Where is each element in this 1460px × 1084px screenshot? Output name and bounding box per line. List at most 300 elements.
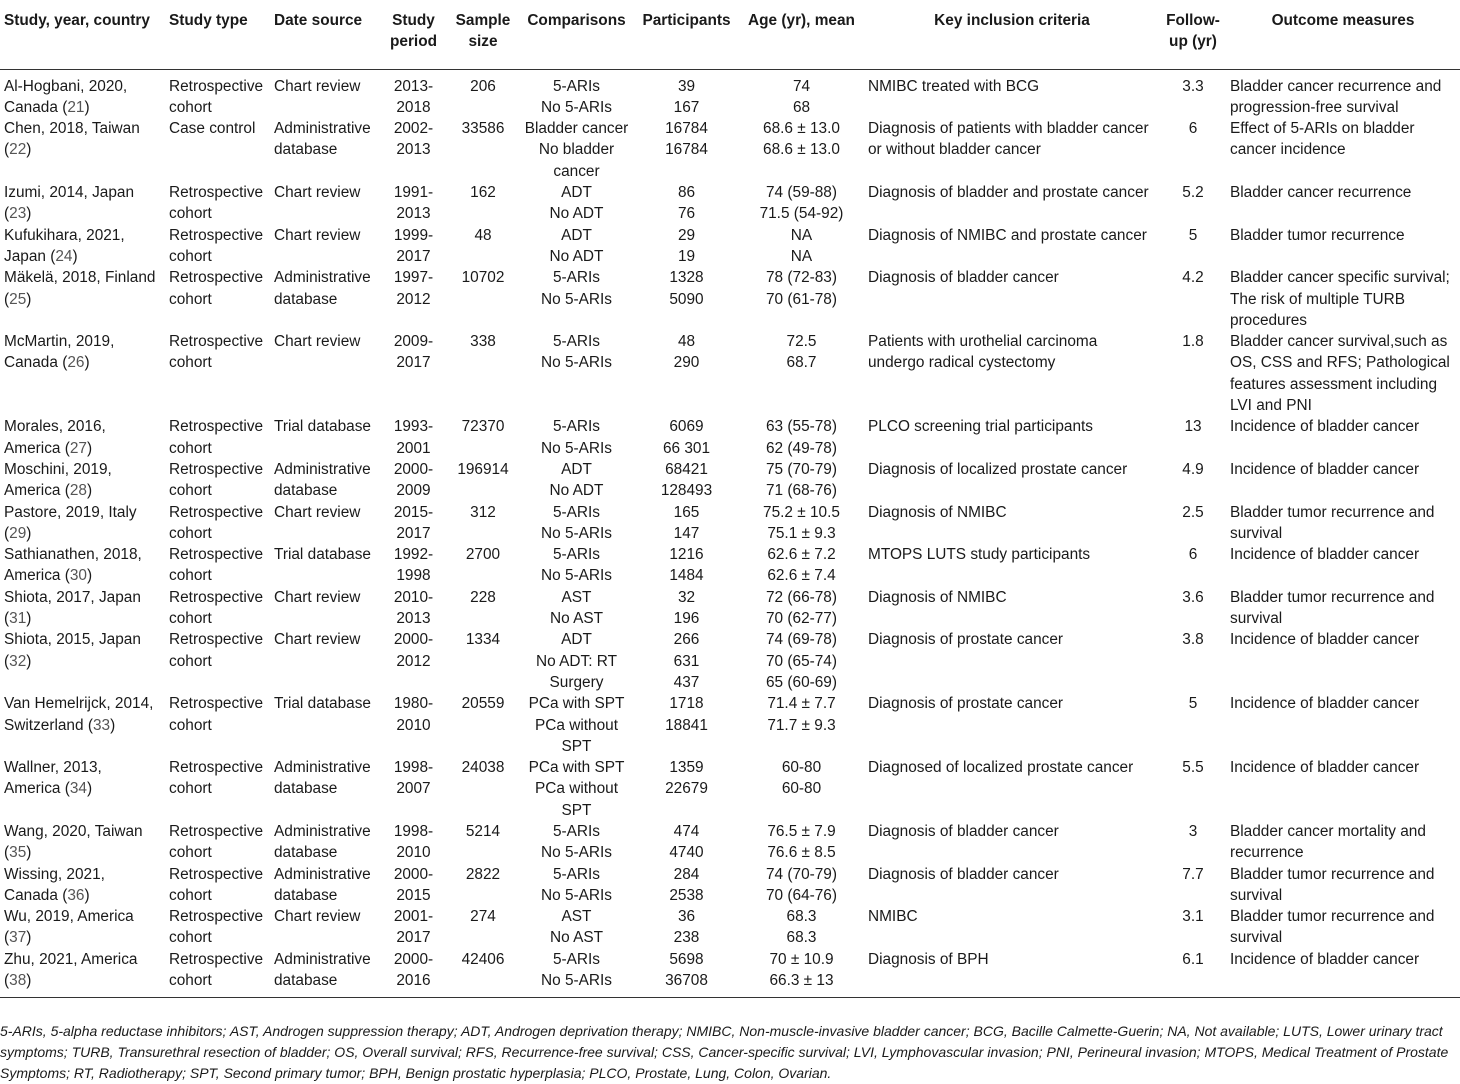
comparison-group: No 5-ARIs — [541, 290, 612, 308]
study-type-cell: Retrospective cohort — [169, 908, 264, 947]
comparison-group: ADT — [561, 631, 592, 649]
age-value: 72.5 — [786, 333, 817, 351]
age-value: 62 (49-78) — [765, 439, 837, 457]
header-period: Study period — [380, 0, 447, 69]
age-value: 71 (68-76) — [765, 482, 837, 500]
reference-link: 22 — [9, 141, 27, 159]
participants-cell — [634, 629, 739, 693]
followup-cell: 6 — [1188, 120, 1198, 138]
age-cell — [739, 587, 864, 630]
participant-count: 1359 — [669, 759, 704, 777]
outcome-cell: Incidence of bladder cancer — [1230, 759, 1420, 777]
comparison-group: 5-ARIs — [552, 333, 601, 351]
comparison-group: PCa without SPT — [535, 716, 618, 755]
study-name: Pastore, 2019, Italy — [4, 503, 137, 521]
study-name: Al-Hogbani, 2020, Canada — [4, 77, 128, 116]
comparison-group: 5-ARIs — [552, 418, 601, 436]
header-participants: Participants — [634, 0, 739, 69]
date-source-cell: Trial database — [274, 695, 371, 713]
study-cell: Wu, 2019, America (37) — [4, 908, 134, 947]
header-outcome: Outcome measures — [1226, 0, 1460, 69]
sample-size-cell: 20559 — [461, 695, 505, 713]
study-period-cell: 2013-2018 — [393, 77, 434, 116]
study-period-cell: 2002-2013 — [393, 120, 434, 159]
table-row — [0, 949, 1460, 998]
age-value: 74 (70-79) — [765, 865, 837, 883]
comparison-group: No AST — [549, 929, 604, 947]
participant-count: 22679 — [665, 780, 708, 798]
comparison-group: No 5-ARIs — [541, 972, 612, 990]
age-value: 76.5 ± 7.9 — [767, 822, 836, 840]
date-source-cell: Administrative database — [274, 460, 371, 500]
reference-link: 38 — [9, 972, 27, 990]
outcome-cell: Incidence of bladder cancer — [1230, 460, 1420, 478]
study-period-cell: 2009-2017 — [393, 333, 434, 372]
age-cell — [739, 69, 864, 118]
comparison-group: No 5-ARIs — [541, 98, 612, 116]
study-period-cell: 2010-2013 — [393, 588, 434, 628]
comparisons-cell — [519, 331, 634, 416]
sample-size-cell: 10702 — [461, 269, 505, 287]
study-cell: Al-Hogbani, 2020, Canada (21) — [4, 77, 128, 116]
reference-link: 29 — [9, 524, 27, 542]
comparisons-cell — [519, 118, 634, 182]
study-period-cell: 2000-2009 — [393, 460, 434, 500]
study-cell: Izumi, 2014, Japan (23) — [4, 184, 135, 223]
reference-link: 28 — [69, 482, 87, 500]
participants-cell — [634, 544, 739, 587]
study-period-cell: 1991-2013 — [393, 184, 434, 223]
study-cell: Van Hemelrijck, 2014, Switzerland (33) — [4, 695, 154, 734]
age-value: 70 (61-78) — [765, 290, 837, 308]
study-type-cell: Retrospective cohort — [169, 503, 264, 542]
participants-cell — [634, 693, 739, 757]
participant-count: 29 — [677, 226, 696, 244]
sample-size-cell: 274 — [470, 908, 496, 926]
study-period-cell: 2000-2012 — [393, 631, 434, 670]
comparison-group: 5-ARIs — [552, 822, 601, 840]
study-name: Wissing, 2021, Canada — [4, 865, 105, 904]
table-body — [0, 69, 1460, 998]
comparisons-cell — [519, 69, 634, 118]
study-period-cell: 1997-2012 — [393, 269, 434, 308]
comparison-group: ADT — [561, 184, 592, 202]
participant-count: 16784 — [665, 141, 708, 159]
table-row — [0, 69, 1460, 118]
followup-cell: 3.8 — [1182, 631, 1204, 649]
criteria-cell: Diagnosis of bladder and prostate cancer — [868, 184, 1149, 202]
header-type: Study type — [165, 0, 270, 69]
study-cell: Pastore, 2019, Italy (29) — [4, 503, 137, 542]
participants-cell — [634, 757, 739, 821]
study-cell: Sathianathen, 2018, America (30) — [4, 546, 142, 585]
study-type-cell: Retrospective cohort — [169, 588, 264, 628]
criteria-cell: Diagnosis of prostate cancer — [868, 631, 1064, 649]
age-cell — [739, 629, 864, 693]
comparison-group: 5-ARIs — [552, 950, 601, 968]
participants-cell — [634, 267, 739, 331]
study-name: Morales, 2016, America — [4, 418, 106, 457]
study-cell: Mäkelä, 2018, Finland (25) — [4, 269, 156, 308]
comparison-group: PCa without SPT — [535, 780, 618, 819]
table-row — [0, 459, 1460, 502]
comparisons-cell — [519, 416, 634, 459]
study-period-cell: 1999-2017 — [393, 226, 434, 265]
age-value: 68.7 — [786, 354, 817, 372]
study-name: Chen, 2018, Taiwan — [4, 120, 140, 138]
table-row — [0, 267, 1460, 331]
participant-count: 238 — [673, 929, 700, 947]
table-row — [0, 118, 1460, 182]
study-name: Sathianathen, 2018, America — [4, 546, 142, 585]
study-name: Van Hemelrijck, 2014, Switzerland — [4, 695, 154, 734]
table-row — [0, 225, 1460, 268]
comparison-group: No 5-ARIs — [541, 354, 612, 372]
sample-size-cell: 312 — [470, 503, 496, 521]
participant-count: 631 — [673, 652, 700, 670]
reference-link: 34 — [69, 780, 87, 798]
followup-cell: 1.8 — [1182, 333, 1204, 351]
date-source-cell: Administrative database — [274, 269, 371, 308]
age-value: 68.3 — [786, 908, 817, 926]
comparison-group: 5-ARIs — [552, 77, 601, 95]
criteria-cell: PLCO screening trial participants — [868, 418, 1093, 436]
age-value: 62.6 ± 7.2 — [767, 546, 836, 564]
age-value: 70 (62-77) — [765, 610, 837, 628]
criteria-cell: Diagnosis of patients with bladder cancer or without bladder cancer — [868, 120, 1149, 159]
date-source-cell: Administrative database — [274, 950, 371, 990]
reference-link: 24 — [55, 247, 73, 265]
outcome-cell: Effect of 5-ARIs on bladder cancer incidence — [1230, 120, 1415, 159]
sample-size-cell: 48 — [474, 226, 492, 244]
participant-count: 5090 — [669, 290, 704, 308]
study-cell: Zhu, 2021, America (38) — [4, 950, 138, 990]
sample-size-cell: 228 — [470, 588, 496, 606]
followup-cell: 3.3 — [1182, 77, 1204, 95]
followup-cell: 5 — [1188, 695, 1198, 713]
header-followup: Follow-up (yr) — [1160, 0, 1226, 69]
study-period-cell: 1993-2001 — [393, 418, 434, 457]
followup-cell: 2.5 — [1182, 503, 1204, 521]
criteria-cell: Diagnosis of NMIBC and prostate cancer — [868, 226, 1147, 244]
study-type-cell: Retrospective cohort — [169, 865, 264, 904]
participant-count: 1328 — [669, 269, 704, 287]
age-value: 70 (64-76) — [765, 886, 837, 904]
participants-cell — [634, 587, 739, 630]
age-value: 74 (69-78) — [765, 631, 837, 649]
date-source-cell: Administrative database — [274, 120, 371, 159]
study-cell: Wallner, 2013, America (34) — [4, 759, 102, 798]
study-period-cell: 2000-2015 — [393, 865, 434, 904]
age-cell — [739, 906, 864, 949]
comparison-group: No 5-ARIs — [541, 567, 612, 585]
comparison-group: No bladder cancer — [538, 141, 615, 180]
criteria-cell: NMIBC treated with BCG — [868, 77, 1040, 95]
age-value: 76.6 ± 8.5 — [767, 844, 836, 862]
age-value: 75 (70-79) — [765, 460, 837, 478]
sample-size-cell: 72370 — [461, 418, 505, 436]
criteria-cell: Diagnosis of prostate cancer — [868, 695, 1064, 713]
age-value: 74 — [792, 77, 811, 95]
reference-link: 33 — [92, 716, 111, 734]
table-row — [0, 821, 1460, 864]
age-cell — [739, 693, 864, 757]
reference-link: 31 — [9, 610, 27, 628]
outcome-cell: Incidence of bladder cancer — [1230, 695, 1420, 713]
comparisons-cell — [519, 182, 634, 225]
age-cell — [739, 225, 864, 268]
table-row — [0, 331, 1460, 416]
participant-count: 86 — [677, 184, 696, 202]
participant-count: 18841 — [665, 716, 708, 734]
table-row — [0, 864, 1460, 907]
sample-size-cell: 42406 — [461, 950, 505, 968]
comparison-group: No ADT — [549, 247, 604, 265]
participant-count: 36 — [677, 908, 696, 926]
comparison-group: 5-ARIs — [552, 865, 601, 883]
age-value: 68.6 ± 13.0 — [763, 141, 840, 159]
comparison-group: No 5-ARIs — [541, 844, 612, 862]
participant-count: 167 — [673, 98, 700, 116]
age-cell — [739, 416, 864, 459]
participants-cell — [634, 502, 739, 545]
criteria-cell: Diagnosis of BPH — [868, 950, 989, 968]
table-row — [0, 693, 1460, 757]
participant-count: 39 — [677, 77, 696, 95]
participant-count: 48 — [677, 333, 696, 351]
reference-link: 32 — [9, 652, 27, 670]
study-cell: McMartin, 2019, Canada (26) — [4, 333, 115, 372]
comparison-group: No 5-ARIs — [541, 524, 612, 542]
participant-count: 5698 — [669, 950, 704, 968]
criteria-cell: Diagnosis of NMIBC — [868, 588, 1007, 606]
criteria-cell: NMIBC — [868, 908, 918, 926]
date-source-cell: Administrative database — [274, 865, 371, 904]
reference-link: 27 — [69, 439, 87, 457]
comparison-group: No 5-ARIs — [541, 439, 612, 457]
age-value: 70 (65-74) — [765, 652, 837, 670]
participant-count: 2538 — [669, 886, 704, 904]
header-sample: Sample size — [447, 0, 519, 69]
age-value: 60-80 — [781, 780, 822, 798]
sample-size-cell: 33586 — [461, 120, 505, 138]
study-type-cell: Retrospective cohort — [169, 77, 264, 116]
participant-count: 66 301 — [662, 439, 711, 457]
outcome-cell: Bladder cancer recurrence — [1230, 184, 1412, 202]
comparison-group: 5-ARIs — [552, 503, 601, 521]
sample-size-cell: 2700 — [465, 546, 501, 564]
comparisons-cell — [519, 906, 634, 949]
comparison-group: AST — [561, 908, 592, 926]
study-name: Moschini, 2019, America — [4, 460, 112, 500]
participants-cell — [634, 118, 739, 182]
sample-size-cell: 1334 — [465, 631, 501, 649]
age-value: 71.7 ± 9.3 — [767, 716, 836, 734]
sample-size-cell: 5214 — [465, 822, 501, 840]
comparisons-cell — [519, 693, 634, 757]
reference-link: 36 — [67, 886, 85, 904]
followup-cell: 7.7 — [1182, 865, 1204, 883]
outcome-cell: Bladder tumor recurrence and survival — [1230, 503, 1435, 542]
header-age: Age (yr), mean — [739, 0, 864, 69]
age-cell — [739, 267, 864, 331]
study-period-cell: 2015-2017 — [393, 503, 434, 542]
sample-size-cell: 338 — [470, 333, 496, 351]
participant-count: 1216 — [669, 546, 704, 564]
participants-cell — [634, 949, 739, 998]
comparisons-cell — [519, 821, 634, 864]
participant-count: 147 — [673, 524, 700, 542]
study-period-cell: 2001-2017 — [393, 908, 434, 947]
comparison-group: No ADT: RT — [536, 652, 617, 670]
age-cell — [739, 864, 864, 907]
age-value: 68.6 ± 13.0 — [763, 120, 840, 138]
criteria-cell: MTOPS LUTS study participants — [868, 546, 1091, 564]
comparisons-cell — [519, 587, 634, 630]
sample-size-cell: 162 — [470, 184, 496, 202]
age-value: 75.1 ± 9.3 — [767, 524, 836, 542]
reference-link: 37 — [9, 929, 27, 947]
header-criteria: Key inclusion criteria — [864, 0, 1160, 69]
header-study: Study, year, country — [0, 0, 165, 69]
date-source-cell: Chart review — [274, 226, 361, 244]
followup-cell: 4.9 — [1182, 460, 1204, 478]
age-value: 71.4 ± 7.7 — [767, 695, 836, 713]
comparison-group: PCa with SPT — [528, 695, 625, 713]
comparison-group: PCa with SPT — [528, 759, 625, 777]
study-name: Wu, 2019, America — [4, 908, 134, 926]
study-name: Izumi, 2014, Japan — [4, 184, 135, 202]
outcome-cell: Bladder tumor recurrence and survival — [1230, 588, 1435, 628]
study-type-cell: Retrospective cohort — [169, 546, 264, 585]
study-name: Shiota, 2017, Japan — [4, 588, 141, 606]
study-period-cell: 1998-2010 — [393, 822, 434, 862]
comparison-group: No 5-ARIs — [541, 886, 612, 904]
study-name: McMartin, 2019, Canada — [4, 333, 115, 372]
followup-cell: 3 — [1188, 822, 1198, 840]
criteria-cell: Diagnosed of localized prostate cancer — [868, 759, 1134, 777]
comparisons-cell — [519, 629, 634, 693]
age-value: 68.3 — [786, 929, 817, 947]
age-value: 63 (55-78) — [765, 418, 837, 436]
study-name: Wang, 2020, Taiwan — [4, 822, 143, 840]
header-comparisons: Comparisons — [519, 0, 634, 69]
header-row — [0, 0, 1460, 69]
study-cell: Morales, 2016, America (27) — [4, 418, 106, 457]
comparisons-cell — [519, 864, 634, 907]
age-value: NA — [790, 226, 813, 244]
outcome-cell: Bladder cancer specific survival; The risk of multiple TURB procedures — [1230, 269, 1450, 329]
participant-count: 266 — [673, 631, 700, 649]
study-cell: Shiota, 2015, Japan (32) — [4, 631, 141, 670]
participant-count: 16784 — [665, 120, 708, 138]
date-source-cell: Chart review — [274, 588, 361, 606]
reference-link: 35 — [9, 844, 27, 862]
comparison-group: No ADT — [549, 205, 604, 223]
comparisons-cell — [519, 949, 634, 998]
table-row — [0, 757, 1460, 821]
participants-cell — [634, 864, 739, 907]
age-value: 74 (59-88) — [765, 184, 837, 202]
header-source: Date source — [270, 0, 380, 69]
followup-cell: 4.2 — [1182, 269, 1204, 287]
age-cell — [739, 331, 864, 416]
followup-cell: 5 — [1188, 226, 1198, 244]
study-cell: Chen, 2018, Taiwan (22) — [4, 120, 140, 159]
criteria-cell: Diagnosis of localized prostate cancer — [868, 460, 1128, 478]
age-cell — [739, 502, 864, 545]
table-row — [0, 502, 1460, 545]
table-row — [0, 182, 1460, 225]
comparison-group: Bladder cancer — [524, 120, 629, 138]
date-source-cell: Trial database — [274, 418, 371, 436]
date-source-cell: Administrative database — [274, 822, 371, 862]
study-type-cell: Retrospective cohort — [169, 759, 264, 798]
outcome-cell: Bladder cancer recurrence and progression-free survival — [1230, 77, 1442, 116]
participants-cell — [634, 182, 739, 225]
study-type-cell: Retrospective cohort — [169, 631, 264, 670]
followup-cell: 3.6 — [1182, 588, 1204, 606]
participant-count: 437 — [673, 673, 700, 691]
followup-cell: 5.2 — [1182, 184, 1204, 202]
study-period-cell: 2000-2016 — [393, 950, 434, 990]
date-source-cell: Chart review — [274, 184, 361, 202]
participant-count: 19 — [677, 247, 696, 265]
outcome-cell: Bladder cancer mortality and recurrence — [1230, 822, 1426, 862]
date-source-cell: Trial database — [274, 546, 371, 564]
criteria-cell: Diagnosis of bladder cancer — [868, 822, 1059, 840]
criteria-cell: Patients with urothelial carcinoma undergo radical cystectomy — [868, 333, 1098, 372]
participant-count: 32 — [677, 588, 696, 606]
criteria-cell: Diagnosis of bladder cancer — [868, 865, 1059, 883]
study-period-cell: 1992-1998 — [393, 546, 434, 585]
outcome-cell: Incidence of bladder cancer — [1230, 631, 1420, 649]
age-value: 62.6 ± 7.4 — [767, 567, 836, 585]
participant-count: 128493 — [660, 482, 713, 500]
participants-cell — [634, 906, 739, 949]
study-type-cell: Retrospective cohort — [169, 950, 264, 990]
outcome-cell: Bladder tumor recurrence and survival — [1230, 908, 1435, 947]
age-value: 66.3 ± 13 — [769, 972, 834, 990]
comparison-group: ADT — [561, 226, 592, 244]
participant-count: 1484 — [669, 567, 704, 585]
comparison-group: No AST — [549, 610, 604, 628]
study-cell: Moschini, 2019, America (28) — [4, 460, 112, 500]
study-type-cell: Retrospective cohort — [169, 269, 264, 308]
sample-size-cell: 196914 — [457, 460, 509, 478]
table-row — [0, 587, 1460, 630]
outcome-cell: Incidence of bladder cancer — [1230, 546, 1420, 564]
participants-cell — [634, 416, 739, 459]
comparisons-cell — [519, 544, 634, 587]
age-value: 68 — [792, 98, 811, 116]
reference-link: 25 — [9, 290, 27, 308]
age-value: 78 (72-83) — [765, 269, 837, 287]
criteria-cell: Diagnosis of NMIBC — [868, 503, 1007, 521]
study-cell: Shiota, 2017, Japan (31) — [4, 588, 141, 628]
comparison-group: AST — [561, 588, 592, 606]
age-cell — [739, 118, 864, 182]
comparisons-cell — [519, 757, 634, 821]
participant-count: 68421 — [665, 460, 708, 478]
participants-cell — [634, 459, 739, 502]
age-value: 65 (60-69) — [765, 673, 837, 691]
study-type-cell: Retrospective cohort — [169, 184, 264, 223]
date-source-cell: Chart review — [274, 503, 361, 521]
age-cell — [739, 757, 864, 821]
age-value: NA — [790, 247, 813, 265]
study-cell: Wissing, 2021, Canada (36) — [4, 865, 105, 904]
